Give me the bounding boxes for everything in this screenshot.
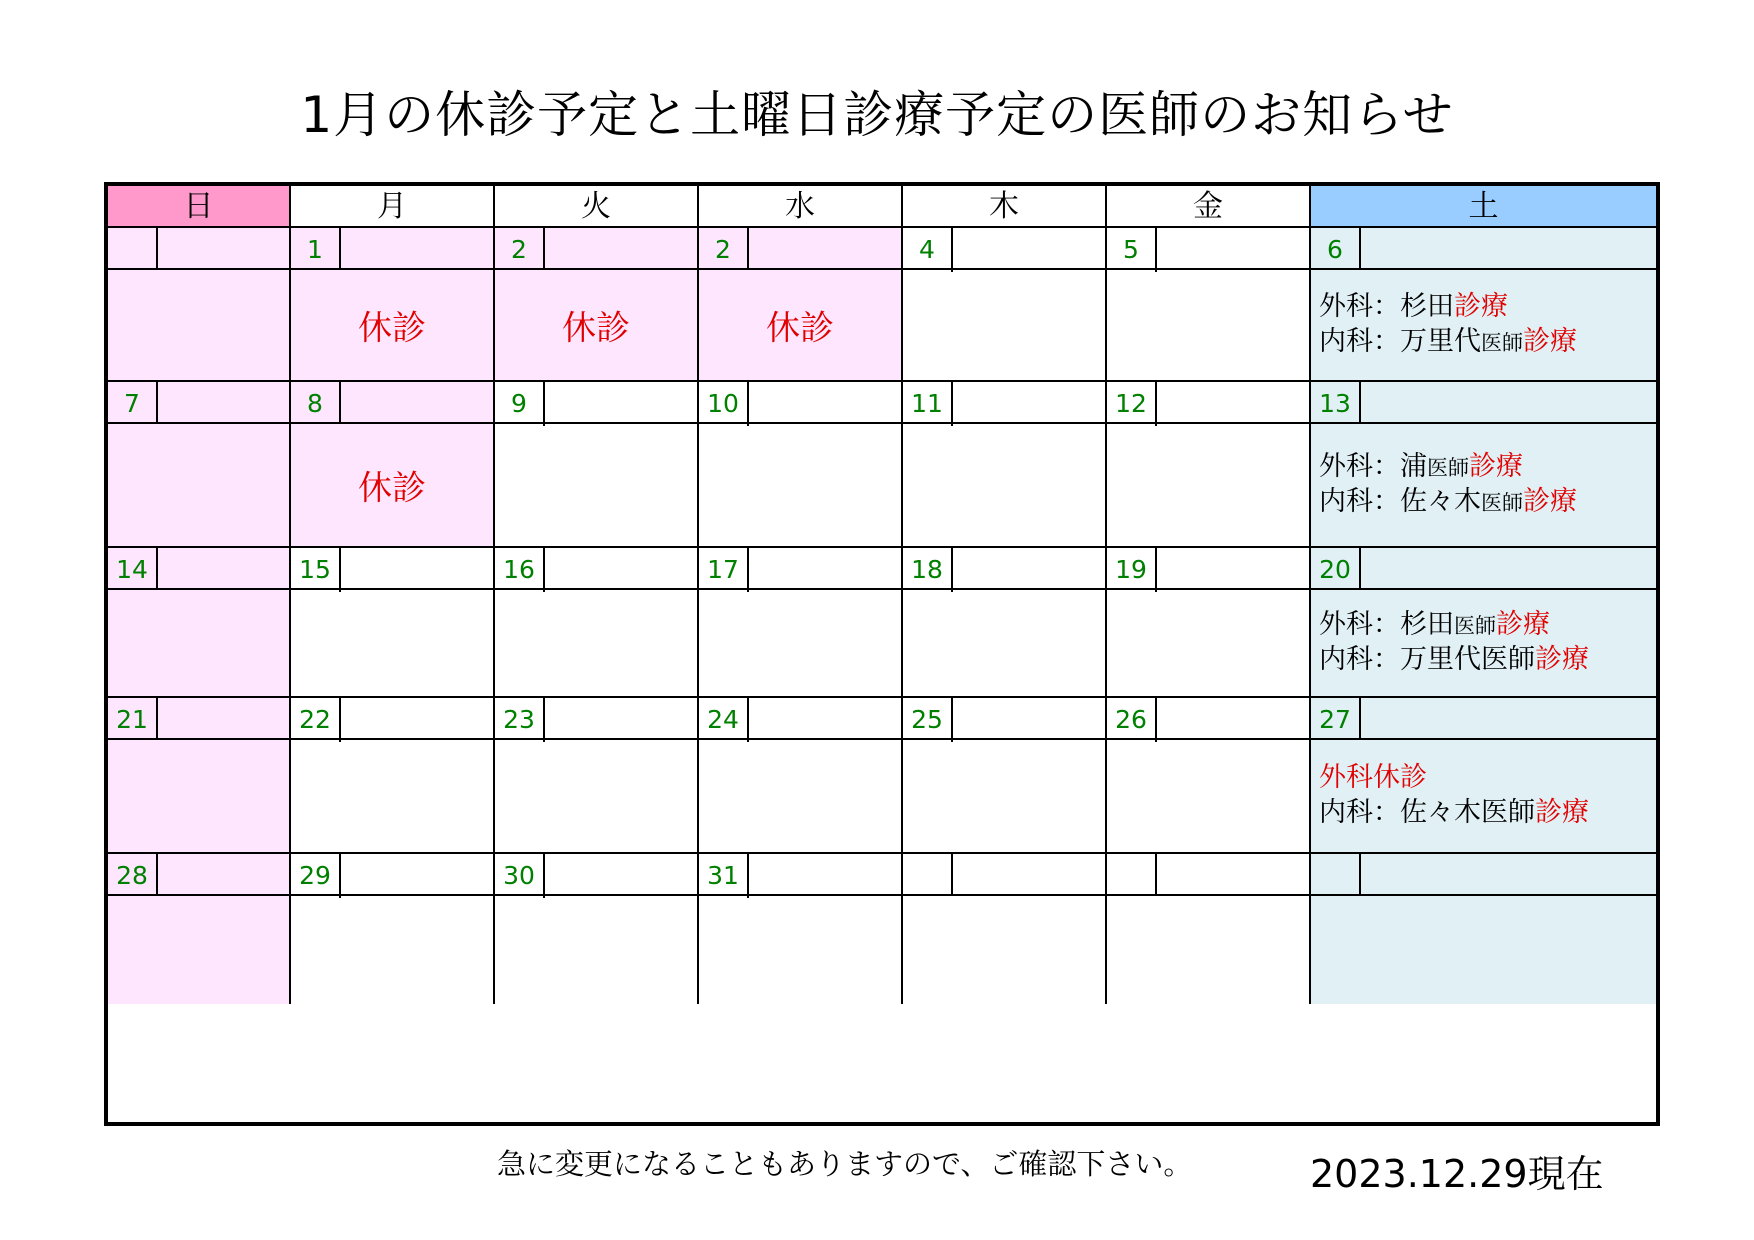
footer-note: 急に変更になることもありますので、ご確認下さい。 xyxy=(497,1147,1193,1181)
day-number-cell xyxy=(903,698,1107,740)
day-number-cell xyxy=(1107,382,1311,424)
day-body-cell xyxy=(699,740,903,854)
day-body-cell xyxy=(495,896,699,1004)
day-body-cell xyxy=(699,424,903,548)
status-text: 診療 xyxy=(1454,291,1508,322)
day-note-blank xyxy=(953,382,1105,426)
doctor-line xyxy=(1319,608,1656,643)
saturday-schedule-cell xyxy=(1311,740,1656,854)
day-number-cell xyxy=(495,854,699,896)
day-number: 2 xyxy=(495,228,545,272)
day-note-blank xyxy=(545,548,697,592)
day-number-cell xyxy=(108,548,291,590)
day-number: 22 xyxy=(291,698,341,742)
day-number: 15 xyxy=(291,548,341,592)
saturday-schedule-cell xyxy=(1311,590,1656,698)
day-number-cell xyxy=(1107,854,1311,896)
status-text: 診療 xyxy=(1469,451,1523,482)
day-number-cell xyxy=(903,854,1107,896)
saturday-schedule-cell xyxy=(1311,424,1656,548)
day-body-cell xyxy=(699,270,903,382)
as-of-date: 2023.12.29現在 xyxy=(1310,1152,1604,1196)
day-number: 23 xyxy=(495,698,545,742)
day-number-cell xyxy=(1311,382,1656,424)
status-text: 診療 xyxy=(1523,486,1577,517)
doctor-name: 内科：万里代 xyxy=(1319,326,1481,357)
day-note-blank xyxy=(341,698,493,742)
day-number-cell xyxy=(1311,854,1656,896)
day-note-blank xyxy=(545,698,697,742)
day-number: 2 xyxy=(699,228,749,272)
day-number: 16 xyxy=(495,548,545,592)
doctor-name: 外科：杉田 xyxy=(1319,291,1454,322)
day-number-cell xyxy=(495,228,699,270)
doctor-name: 内科：万里代医師 xyxy=(1319,644,1535,675)
day-body-cell xyxy=(903,424,1107,548)
doctor-name: 外科：杉田 xyxy=(1319,609,1454,640)
day-note-blank xyxy=(1361,854,1656,894)
day-number: 29 xyxy=(291,854,341,898)
day-number: 25 xyxy=(903,698,953,742)
day-number xyxy=(1107,854,1157,894)
day-note-blank xyxy=(1157,854,1309,894)
status-text: 診療 xyxy=(1496,609,1550,640)
day-number xyxy=(1311,854,1361,894)
day-note-blank xyxy=(749,548,901,592)
day-number-cell xyxy=(1311,548,1656,590)
day-number-cell xyxy=(903,382,1107,424)
day-note-blank xyxy=(158,228,289,268)
day-body-cell xyxy=(291,740,495,854)
day-number: 31 xyxy=(699,854,749,898)
day-body-cell xyxy=(1107,740,1311,854)
doctor-title: 医師 xyxy=(1481,491,1523,515)
day-number: 13 xyxy=(1311,382,1361,426)
day-note-blank xyxy=(1157,548,1309,592)
day-note-blank xyxy=(1157,382,1309,426)
day-number: 8 xyxy=(291,382,341,426)
day-number: 12 xyxy=(1107,382,1157,426)
day-body-cell xyxy=(495,740,699,854)
day-note-blank xyxy=(545,228,697,272)
day-note-blank xyxy=(953,698,1105,742)
day-body-cell xyxy=(903,590,1107,698)
day-number xyxy=(108,228,158,268)
day-body-cell xyxy=(1107,590,1311,698)
day-body-cell xyxy=(291,424,495,548)
day-number-cell xyxy=(108,228,291,270)
closed-label: 休診 xyxy=(358,468,426,509)
day-body-cell xyxy=(903,896,1107,1004)
doctor-name: 内科：佐々木医師 xyxy=(1319,797,1535,828)
day-number-cell xyxy=(495,698,699,740)
day-number-cell xyxy=(108,854,291,896)
day-body-cell xyxy=(699,896,903,1004)
day-number: 19 xyxy=(1107,548,1157,592)
day-note-blank xyxy=(1361,228,1656,272)
day-note-blank xyxy=(953,854,1105,894)
page-title: 1月の休診予定と土曜日診療予定の医師のお知らせ xyxy=(300,86,1454,144)
doctor-title: 医師 xyxy=(1454,614,1496,638)
day-note-blank xyxy=(1157,698,1309,742)
day-number: 24 xyxy=(699,698,749,742)
day-note-blank xyxy=(1157,228,1309,272)
day-number: 26 xyxy=(1107,698,1157,742)
day-number-cell xyxy=(108,698,291,740)
day-body-cell xyxy=(108,740,291,854)
day-body-cell xyxy=(1107,270,1311,382)
day-body-cell xyxy=(291,590,495,698)
day-body-cell xyxy=(108,270,291,382)
day-note-blank xyxy=(341,382,493,426)
day-number: 14 xyxy=(108,548,158,592)
day-number xyxy=(903,854,953,894)
day-body-cell xyxy=(108,590,291,698)
day-note-blank xyxy=(953,548,1105,592)
doctor-line xyxy=(1319,761,1656,796)
saturday-schedule-cell xyxy=(1311,270,1656,382)
day-number: 17 xyxy=(699,548,749,592)
doctor-title: 医師 xyxy=(1481,331,1523,355)
day-note-blank xyxy=(158,698,289,742)
day-number-cell xyxy=(291,854,495,896)
day-note-blank xyxy=(1361,548,1656,592)
day-note-blank xyxy=(1361,698,1656,742)
weekday-header: 火 xyxy=(495,186,699,228)
day-number-cell xyxy=(291,698,495,740)
day-number-cell xyxy=(495,548,699,590)
weekday-header: 水 xyxy=(699,186,903,228)
day-body-cell xyxy=(903,270,1107,382)
day-note-blank xyxy=(158,382,289,426)
day-note-blank xyxy=(953,228,1105,272)
day-number-cell xyxy=(1311,698,1656,740)
day-body-cell xyxy=(495,270,699,382)
doctor-line xyxy=(1319,796,1656,831)
day-note-blank xyxy=(1361,382,1656,426)
weekday-header: 土 xyxy=(1311,186,1656,228)
doctor-line xyxy=(1319,450,1656,485)
status-text: 外科休診 xyxy=(1319,762,1427,793)
status-text: 診療 xyxy=(1535,797,1589,828)
day-number: 20 xyxy=(1311,548,1361,592)
day-note-blank xyxy=(341,228,493,272)
day-number-cell xyxy=(1311,228,1656,270)
calendar-grid xyxy=(104,182,1660,1126)
day-number-cell xyxy=(903,228,1107,270)
day-number: 11 xyxy=(903,382,953,426)
day-number-cell xyxy=(495,382,699,424)
status-text: 診療 xyxy=(1535,644,1589,675)
saturday-schedule-cell xyxy=(1311,896,1656,1004)
day-number: 28 xyxy=(108,854,158,898)
day-number-cell xyxy=(1107,228,1311,270)
closed-label: 休診 xyxy=(358,308,426,349)
day-note-blank xyxy=(749,854,901,898)
status-text: 診療 xyxy=(1523,326,1577,357)
day-note-blank xyxy=(545,854,697,898)
day-number-cell xyxy=(291,548,495,590)
day-body-cell xyxy=(291,270,495,382)
day-body-cell xyxy=(495,590,699,698)
day-body-cell xyxy=(699,590,903,698)
day-body-cell xyxy=(495,424,699,548)
day-note-blank xyxy=(749,698,901,742)
doctor-line xyxy=(1319,485,1656,520)
doctor-line xyxy=(1319,290,1656,325)
day-note-blank xyxy=(341,854,493,898)
day-body-cell xyxy=(1107,424,1311,548)
day-number: 7 xyxy=(108,382,158,426)
day-number: 5 xyxy=(1107,228,1157,272)
day-note-blank xyxy=(158,548,289,592)
day-number-cell xyxy=(903,548,1107,590)
doctor-line xyxy=(1319,325,1656,360)
day-body-cell xyxy=(903,740,1107,854)
day-number: 6 xyxy=(1311,228,1361,272)
day-number: 21 xyxy=(108,698,158,742)
day-number: 9 xyxy=(495,382,545,426)
weekday-header: 日 xyxy=(108,186,291,228)
day-number-cell xyxy=(699,548,903,590)
day-number: 1 xyxy=(291,228,341,272)
day-number: 30 xyxy=(495,854,545,898)
day-number: 4 xyxy=(903,228,953,272)
doctor-name: 内科：佐々木 xyxy=(1319,486,1481,517)
day-note-blank xyxy=(158,854,289,898)
day-number-cell xyxy=(1107,548,1311,590)
doctor-name: 外科：浦 xyxy=(1319,451,1427,482)
day-body-cell xyxy=(291,896,495,1004)
closed-label: 休診 xyxy=(766,308,834,349)
day-number-cell xyxy=(291,382,495,424)
day-note-blank xyxy=(545,382,697,426)
day-number-cell xyxy=(699,854,903,896)
day-body-cell xyxy=(108,424,291,548)
day-number-cell xyxy=(699,228,903,270)
doctor-title: 医師 xyxy=(1427,456,1469,480)
weekday-header: 金 xyxy=(1107,186,1311,228)
day-number-cell xyxy=(1107,698,1311,740)
day-body-cell xyxy=(108,896,291,1004)
day-number-cell xyxy=(699,698,903,740)
day-number: 27 xyxy=(1311,698,1361,742)
day-body-cell xyxy=(1107,896,1311,1004)
weekday-header: 木 xyxy=(903,186,1107,228)
closed-label: 休診 xyxy=(562,308,630,349)
day-number: 10 xyxy=(699,382,749,426)
day-note-blank xyxy=(749,228,901,272)
weekday-header: 月 xyxy=(291,186,495,228)
day-note-blank xyxy=(749,382,901,426)
day-number-cell xyxy=(699,382,903,424)
day-number-cell xyxy=(108,382,291,424)
day-number: 18 xyxy=(903,548,953,592)
day-note-blank xyxy=(341,548,493,592)
day-number-cell xyxy=(291,228,495,270)
doctor-line xyxy=(1319,643,1656,678)
